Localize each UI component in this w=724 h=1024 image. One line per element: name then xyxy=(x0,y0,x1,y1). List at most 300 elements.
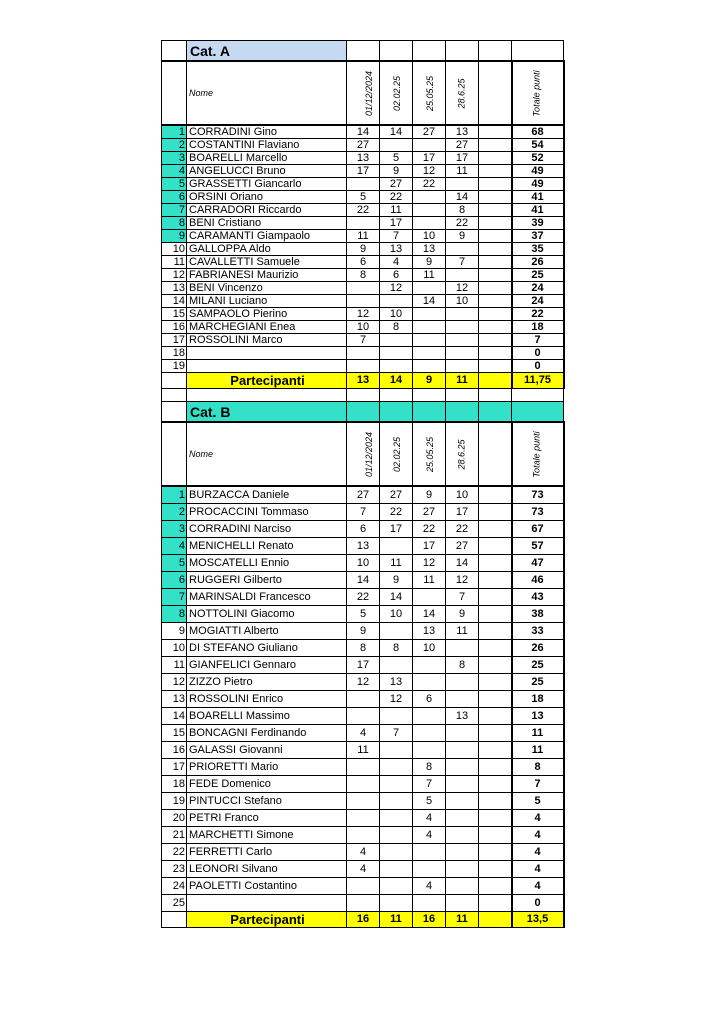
score: 11 xyxy=(413,269,446,282)
score: 17 xyxy=(446,152,479,165)
score xyxy=(347,895,380,912)
total-points: 24 xyxy=(512,282,564,295)
cell-empty xyxy=(479,742,512,759)
score xyxy=(413,725,446,742)
score: 27 xyxy=(380,178,413,191)
participants-count: 11 xyxy=(380,912,413,928)
score xyxy=(347,827,380,844)
score: 6 xyxy=(347,256,380,269)
table-row xyxy=(162,139,564,152)
score xyxy=(446,347,479,360)
table-row xyxy=(162,708,564,725)
cell-empty xyxy=(479,230,512,243)
score xyxy=(413,708,446,725)
total-points: 25 xyxy=(512,657,564,674)
total-points: 18 xyxy=(512,691,564,708)
score: 12 xyxy=(446,572,479,589)
score xyxy=(347,810,380,827)
player-name: MARCHETTI Simone xyxy=(187,827,347,844)
score xyxy=(347,282,380,295)
score xyxy=(446,759,479,776)
table-row xyxy=(162,895,564,912)
score: 10 xyxy=(347,321,380,334)
rank: 9 xyxy=(162,230,187,243)
table-row xyxy=(162,623,564,640)
score: 11 xyxy=(446,165,479,178)
total-points: 5 xyxy=(512,793,564,810)
score: 10 xyxy=(413,230,446,243)
score: 9 xyxy=(347,243,380,256)
cell-empty xyxy=(479,191,512,204)
table-row xyxy=(162,640,564,657)
participants-count: 13 xyxy=(347,373,380,389)
score: 22 xyxy=(347,589,380,606)
score: 14 xyxy=(347,572,380,589)
score: 17 xyxy=(413,538,446,555)
cell-empty xyxy=(446,389,479,402)
table-row xyxy=(162,504,564,521)
score xyxy=(446,793,479,810)
cell-empty xyxy=(347,389,380,402)
rank: 17 xyxy=(162,334,187,347)
participants-label: Partecipanti xyxy=(187,373,347,389)
score: 5 xyxy=(347,606,380,623)
score: 12 xyxy=(413,165,446,178)
cell-empty xyxy=(446,402,479,423)
rank: 13 xyxy=(162,691,187,708)
score xyxy=(380,295,413,308)
table-row xyxy=(162,657,564,674)
rank: 10 xyxy=(162,243,187,256)
score: 4 xyxy=(347,725,380,742)
score xyxy=(446,334,479,347)
score: 27 xyxy=(347,139,380,152)
total-points: 7 xyxy=(512,334,564,347)
table-row xyxy=(162,295,564,308)
player-name: BOARELLI Massimo xyxy=(187,708,347,725)
score: 9 xyxy=(347,623,380,640)
cell-empty xyxy=(446,41,479,62)
rank: 19 xyxy=(162,793,187,810)
score: 9 xyxy=(413,486,446,504)
score: 8 xyxy=(446,657,479,674)
score: 27 xyxy=(446,139,479,152)
score xyxy=(446,321,479,334)
score xyxy=(446,827,479,844)
player-name: CORRADINI Gino xyxy=(187,125,347,139)
participants-count: 9 xyxy=(413,373,446,389)
score xyxy=(446,360,479,373)
rank: 17 xyxy=(162,759,187,776)
player-name xyxy=(187,347,347,360)
catA-total-header xyxy=(512,61,564,125)
cell-empty xyxy=(162,912,187,928)
cell-empty xyxy=(479,674,512,691)
rank: 23 xyxy=(162,861,187,878)
total-points: 25 xyxy=(512,674,564,691)
table-row xyxy=(162,178,564,191)
player-name: MENICHELLI Renato xyxy=(187,538,347,555)
standings-table xyxy=(161,40,565,928)
participants-average: 11,75 xyxy=(512,373,564,389)
total-label: Totale punti xyxy=(532,69,542,117)
table-row xyxy=(162,878,564,895)
participants-count: 16 xyxy=(413,912,446,928)
cell-empty xyxy=(512,389,564,402)
rank: 7 xyxy=(162,204,187,217)
score: 7 xyxy=(413,776,446,793)
score: 27 xyxy=(413,504,446,521)
date-label: 02.02.25 xyxy=(392,436,403,472)
score xyxy=(413,742,446,759)
score xyxy=(413,674,446,691)
total-points: 13 xyxy=(512,708,564,725)
total-points: 41 xyxy=(512,204,564,217)
table-row xyxy=(162,589,564,606)
score xyxy=(380,844,413,861)
score xyxy=(446,861,479,878)
score: 10 xyxy=(380,606,413,623)
table-row xyxy=(162,334,564,347)
score: 8 xyxy=(380,321,413,334)
score xyxy=(380,538,413,555)
player-name: BURZACCA Daniele xyxy=(187,486,347,504)
cell-empty xyxy=(479,861,512,878)
cell-empty xyxy=(479,691,512,708)
score: 13 xyxy=(413,623,446,640)
player-name: MOSCATELLI Ennio xyxy=(187,555,347,572)
total-points: 68 xyxy=(512,125,564,139)
participants-count: 11 xyxy=(446,912,479,928)
cell-empty xyxy=(479,589,512,606)
total-label: Totale punti xyxy=(532,430,542,478)
rank: 15 xyxy=(162,308,187,321)
rank: 16 xyxy=(162,742,187,759)
date-label: 25.05.25 xyxy=(425,436,436,472)
table-row xyxy=(162,759,564,776)
catA-title: Cat. A xyxy=(187,41,347,62)
score: 9 xyxy=(446,230,479,243)
total-points: 47 xyxy=(512,555,564,572)
score xyxy=(347,759,380,776)
rank: 13 xyxy=(162,282,187,295)
catA-name-header: Nome xyxy=(187,61,347,125)
total-points: 49 xyxy=(512,165,564,178)
score xyxy=(446,742,479,759)
cell-empty xyxy=(162,422,187,486)
player-name xyxy=(187,895,347,912)
player-name: CARRADORI Riccardo xyxy=(187,204,347,217)
cell-empty xyxy=(162,61,187,125)
score xyxy=(347,793,380,810)
rank: 24 xyxy=(162,878,187,895)
rank: 6 xyxy=(162,191,187,204)
score xyxy=(446,895,479,912)
total-points: 38 xyxy=(512,606,564,623)
total-points: 7 xyxy=(512,776,564,793)
catB-date-header xyxy=(380,422,413,486)
score xyxy=(347,776,380,793)
total-points: 0 xyxy=(512,347,564,360)
score: 9 xyxy=(380,165,413,178)
score: 22 xyxy=(380,191,413,204)
rank: 21 xyxy=(162,827,187,844)
player-name: MOGIATTI Alberto xyxy=(187,623,347,640)
score: 11 xyxy=(347,230,380,243)
total-points: 11 xyxy=(512,725,564,742)
player-name: MARCHEGIANI Enea xyxy=(187,321,347,334)
player-name: COSTANTINI Flaviano xyxy=(187,139,347,152)
player-name: GIANFELICI Gennaro xyxy=(187,657,347,674)
player-name: ROSSOLINI Marco xyxy=(187,334,347,347)
score: 13 xyxy=(413,243,446,256)
total-points: 4 xyxy=(512,810,564,827)
cell-empty xyxy=(479,41,512,62)
catB-participants-row xyxy=(162,912,564,928)
cell-empty xyxy=(479,308,512,321)
score: 13 xyxy=(380,243,413,256)
score: 13 xyxy=(380,674,413,691)
cell-empty xyxy=(479,538,512,555)
score xyxy=(446,674,479,691)
score xyxy=(380,793,413,810)
total-points: 8 xyxy=(512,759,564,776)
score xyxy=(413,191,446,204)
score xyxy=(413,321,446,334)
score xyxy=(413,589,446,606)
score: 8 xyxy=(413,759,446,776)
table-row xyxy=(162,810,564,827)
player-name: RUGGERI Gilberto xyxy=(187,572,347,589)
total-points: 4 xyxy=(512,827,564,844)
catA-date-header xyxy=(413,61,446,125)
cell-empty xyxy=(479,640,512,657)
player-name: LEONORI Silvano xyxy=(187,861,347,878)
cell-empty xyxy=(162,41,187,62)
player-name: ORSINI Oriano xyxy=(187,191,347,204)
rank: 6 xyxy=(162,572,187,589)
score xyxy=(413,360,446,373)
score xyxy=(380,759,413,776)
spacer-row xyxy=(162,389,564,402)
score: 22 xyxy=(446,521,479,538)
score: 12 xyxy=(413,555,446,572)
score xyxy=(413,282,446,295)
table-row xyxy=(162,674,564,691)
player-name: DI STEFANO Giuliano xyxy=(187,640,347,657)
cell-empty xyxy=(479,402,512,423)
cell-empty xyxy=(380,402,413,423)
score: 9 xyxy=(446,606,479,623)
cell-empty xyxy=(479,572,512,589)
table-row xyxy=(162,230,564,243)
table-row xyxy=(162,793,564,810)
cell-empty xyxy=(413,389,446,402)
cell-empty xyxy=(479,521,512,538)
score: 13 xyxy=(446,708,479,725)
score: 27 xyxy=(380,486,413,504)
player-name: CORRADINI Narciso xyxy=(187,521,347,538)
cell-empty xyxy=(380,41,413,62)
cell-empty xyxy=(479,657,512,674)
score: 11 xyxy=(413,572,446,589)
rank: 5 xyxy=(162,178,187,191)
rank: 4 xyxy=(162,538,187,555)
score: 7 xyxy=(380,230,413,243)
cell-empty xyxy=(479,422,512,486)
total-points: 37 xyxy=(512,230,564,243)
total-points: 49 xyxy=(512,178,564,191)
player-name: NOTTOLINI Giacomo xyxy=(187,606,347,623)
score xyxy=(446,243,479,256)
rank: 15 xyxy=(162,725,187,742)
cell-empty xyxy=(479,334,512,347)
total-points: 33 xyxy=(512,623,564,640)
score xyxy=(413,139,446,152)
catA-title-row xyxy=(162,41,564,62)
rank: 18 xyxy=(162,347,187,360)
score xyxy=(380,139,413,152)
score: 5 xyxy=(380,152,413,165)
score: 6 xyxy=(347,521,380,538)
participants-count: 11 xyxy=(446,373,479,389)
player-name: PRIORETTI Mario xyxy=(187,759,347,776)
player-name: GRASSETTI Giancarlo xyxy=(187,178,347,191)
score xyxy=(413,334,446,347)
table-row xyxy=(162,742,564,759)
rank: 9 xyxy=(162,623,187,640)
score xyxy=(380,895,413,912)
score: 7 xyxy=(347,334,380,347)
total-points: 4 xyxy=(512,861,564,878)
rank: 18 xyxy=(162,776,187,793)
score: 4 xyxy=(413,878,446,895)
table-row xyxy=(162,269,564,282)
player-name: MILANI Luciano xyxy=(187,295,347,308)
cell-empty xyxy=(512,402,564,423)
score: 12 xyxy=(380,691,413,708)
score: 14 xyxy=(413,295,446,308)
cell-empty xyxy=(479,725,512,742)
score: 4 xyxy=(380,256,413,269)
score xyxy=(446,878,479,895)
cell-empty xyxy=(479,256,512,269)
score: 13 xyxy=(446,125,479,139)
score: 4 xyxy=(347,844,380,861)
score: 11 xyxy=(446,623,479,640)
score: 12 xyxy=(446,282,479,295)
cell-empty xyxy=(479,759,512,776)
cell-empty xyxy=(479,295,512,308)
catA-date-header xyxy=(446,61,479,125)
date-label: 02.02.25 xyxy=(392,75,403,111)
total-points: 73 xyxy=(512,486,564,504)
rank: 1 xyxy=(162,125,187,139)
score: 17 xyxy=(347,165,380,178)
catB-title-row xyxy=(162,402,564,423)
player-name: ANGELUCCI Bruno xyxy=(187,165,347,178)
player-name: BONCAGNI Ferdinando xyxy=(187,725,347,742)
cell-empty xyxy=(479,895,512,912)
total-points: 39 xyxy=(512,217,564,230)
total-points: 18 xyxy=(512,321,564,334)
score xyxy=(380,334,413,347)
rank: 8 xyxy=(162,217,187,230)
score: 27 xyxy=(413,125,446,139)
score: 14 xyxy=(446,191,479,204)
score xyxy=(347,178,380,191)
cell-empty xyxy=(479,178,512,191)
score: 4 xyxy=(413,810,446,827)
cell-empty xyxy=(479,389,512,402)
total-points: 11 xyxy=(512,742,564,759)
rank: 3 xyxy=(162,521,187,538)
player-name: FEDE Domenico xyxy=(187,776,347,793)
cell-empty xyxy=(479,360,512,373)
player-name: FERRETTI Carlo xyxy=(187,844,347,861)
cell-empty xyxy=(479,827,512,844)
score xyxy=(446,844,479,861)
score xyxy=(347,295,380,308)
cell-empty xyxy=(479,810,512,827)
cell-empty xyxy=(479,504,512,521)
score xyxy=(347,347,380,360)
rank: 1 xyxy=(162,486,187,504)
cell-empty xyxy=(479,165,512,178)
score: 10 xyxy=(446,486,479,504)
cell-empty xyxy=(479,912,512,928)
rank: 12 xyxy=(162,674,187,691)
total-points: 41 xyxy=(512,191,564,204)
cell-empty xyxy=(479,243,512,256)
table-row xyxy=(162,572,564,589)
score: 4 xyxy=(413,827,446,844)
table-row xyxy=(162,282,564,295)
score: 6 xyxy=(380,269,413,282)
catA-date-header xyxy=(347,61,380,125)
total-points: 26 xyxy=(512,640,564,657)
participants-average: 13,5 xyxy=(512,912,564,928)
score: 14 xyxy=(380,589,413,606)
score: 12 xyxy=(347,308,380,321)
score: 11 xyxy=(347,742,380,759)
score xyxy=(347,360,380,373)
catB-date-header xyxy=(413,422,446,486)
player-name: BENI Vincenzo xyxy=(187,282,347,295)
player-name: PINTUCCI Stefano xyxy=(187,793,347,810)
total-points: 52 xyxy=(512,152,564,165)
date-label: 28.6.25 xyxy=(456,438,467,470)
cell-empty xyxy=(479,708,512,725)
table-row xyxy=(162,360,564,373)
table-row xyxy=(162,606,564,623)
score: 14 xyxy=(413,606,446,623)
total-points: 24 xyxy=(512,295,564,308)
cell-empty xyxy=(512,41,564,62)
cell-empty xyxy=(479,269,512,282)
player-name: ZIZZO Pietro xyxy=(187,674,347,691)
rank: 14 xyxy=(162,708,187,725)
score xyxy=(446,308,479,321)
score: 10 xyxy=(413,640,446,657)
score: 17 xyxy=(446,504,479,521)
table-row xyxy=(162,204,564,217)
score: 5 xyxy=(347,191,380,204)
score: 11 xyxy=(380,204,413,217)
rank: 14 xyxy=(162,295,187,308)
cell-empty xyxy=(479,793,512,810)
score xyxy=(446,776,479,793)
